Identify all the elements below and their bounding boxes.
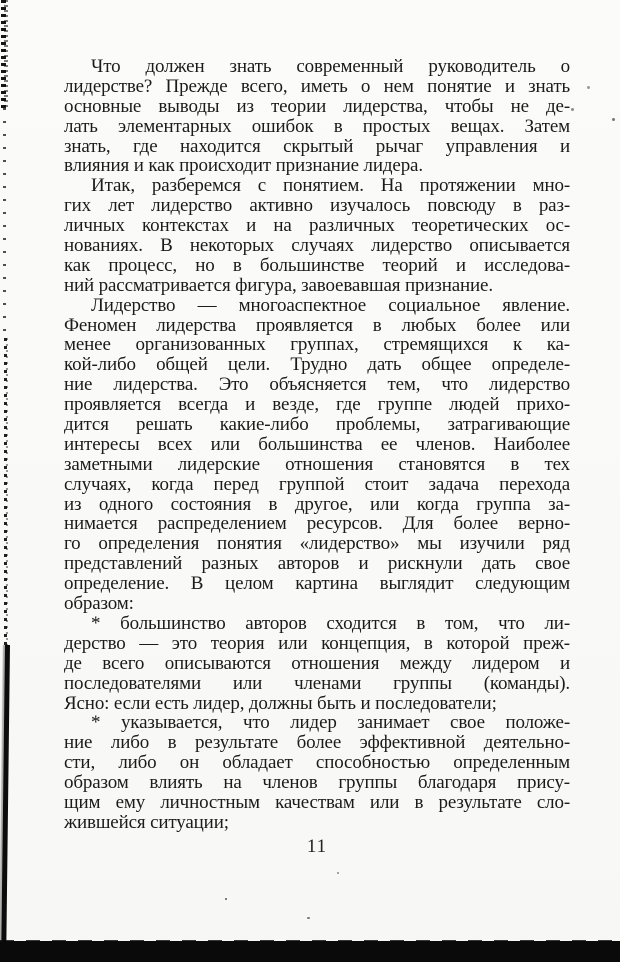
binding-speckles-middle [2, 108, 8, 338]
text-line: как процесс, но в большинстве теорий и исследова- [64, 254, 570, 276]
binding-line-bottom [1, 645, 10, 945]
bullet-paragraph [64, 614, 570, 713]
scan-speck [587, 86, 590, 89]
text-line: жившейся ситуации; [64, 811, 229, 833]
text-line: * указывается, что лидер занимает свое положе- [91, 712, 570, 734]
scan-speck [307, 917, 310, 919]
scan-speck [337, 872, 339, 874]
binding-dotted-edge [2, 338, 8, 648]
text-line: определение. В целом картина выглядит следующим [64, 573, 570, 595]
text-line: ние либо в результате более эффективной деятельно- [64, 732, 570, 754]
text-line: знать, где находится скрытый рычаг управления и [64, 135, 570, 157]
text-line: дится решать какие-либо проблемы, затрагивающие [64, 414, 570, 436]
text-line: де всего описываются отношения между лидером и [64, 652, 570, 674]
text-line: ний рассматривается фигура, завоевавшая признание. [64, 274, 493, 296]
text-line: Ясно: если есть лидер, должны быть и последователи; [64, 692, 497, 714]
text-line: го определения понятия «лидерство» мы изучили ряд [64, 533, 570, 555]
paragraph [64, 296, 570, 614]
text-line: представлений разных авторов и рискнули дать свое [64, 553, 570, 575]
text-line: образом влиять на членов группы благодаря прису- [64, 772, 570, 794]
text-line: образом: [64, 593, 134, 615]
text-line: гих лет лидерство активно изучалось повсюду в раз- [64, 195, 570, 217]
text-line: щим ему личностным качествам или в результате сло- [64, 791, 570, 813]
scan-speck [571, 108, 574, 111]
text-line: случаях, когда перед группой стоит задача перехода [64, 473, 570, 495]
page-number: 11 [306, 836, 328, 857]
text-line: проявляется всегда и везде, где группе людей прихо- [64, 394, 570, 416]
text-line: Лидерство — многоаспектное социальное явление. [91, 294, 570, 316]
text-line: влияния и как происходит признание лидера. [64, 155, 423, 177]
paragraph [64, 176, 570, 295]
text-line: кой-либо общей цели. Трудно дать общее определе- [64, 354, 570, 376]
text-line: Итак, разберемся с понятием. На протяжении мно- [91, 175, 570, 197]
text-line: нованиях. В некоторых случаях лидерство описывается [64, 235, 570, 257]
text-line: последователями или членами группы (команды). [64, 672, 570, 694]
binding-speckles-top [0, 0, 10, 108]
text-line: ние лидерства. Это объясняется тем, что лидерство [64, 374, 570, 396]
text-line: дерство — это теория или концепция, в которой преж- [64, 632, 570, 654]
scan-speck [225, 898, 227, 900]
text-line: сти, либо он обладает способностью определенным [64, 752, 570, 774]
text-line: интересы всех или большинства ее членов. Наиболее [64, 433, 570, 455]
text-line: личных контекстах и на различных теоретических ос- [64, 215, 570, 237]
text-line: из одного состояния в другое, или когда группа за- [64, 493, 570, 515]
body-text [64, 57, 570, 833]
text-line: нимается распределением ресурсов. Для более верно- [64, 513, 570, 535]
text-line: * большинство авторов сходится в том, что ли- [91, 612, 570, 634]
text-line: лидерстве? Прежде всего, иметь о нем понятие и знать [64, 75, 570, 97]
scan-artifact-bar [0, 941, 620, 962]
text-line: заметными лидерские отношения становятся в тех [64, 453, 570, 475]
scan-speck [612, 118, 615, 121]
text-line: лать элементарных ошибок в простых вещах. Затем [64, 115, 570, 137]
text-line: Феномен лидерства проявляется в любых более или [64, 314, 570, 336]
text-line: основные выводы из теории лидерства, чтобы не де- [64, 95, 570, 117]
bullet-paragraph [64, 713, 570, 832]
text-line: менее организованных группах, стремящихся к ка- [64, 334, 570, 356]
text-line: Что должен знать современный руководитель о [91, 56, 570, 77]
paragraph [64, 57, 570, 176]
